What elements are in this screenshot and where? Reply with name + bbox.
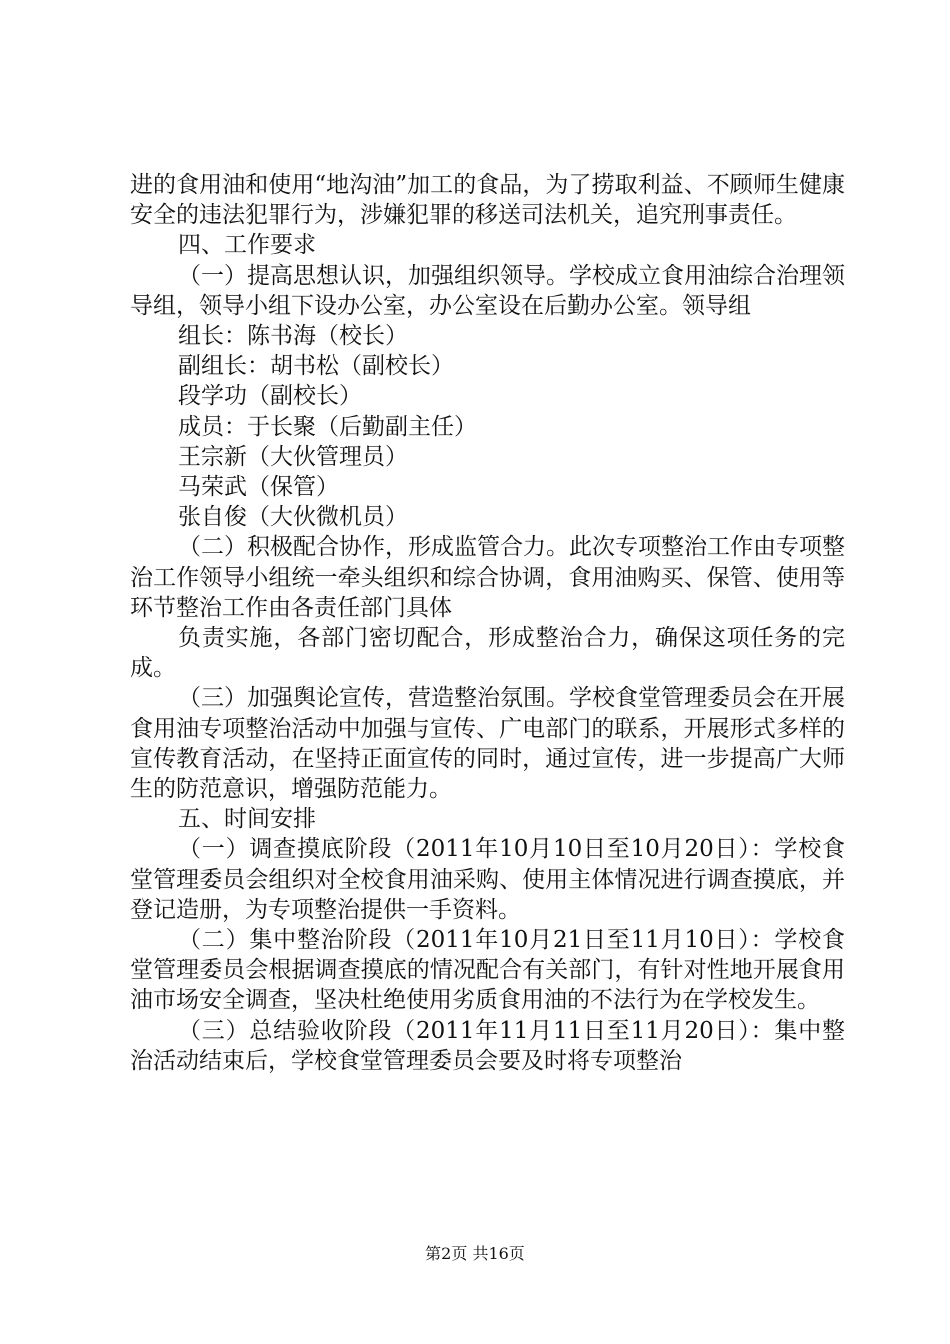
paragraph-leadership: （一）提高思想认识，加强组织领导。学校成立食用油综合治理领导组，领导小组下设办公室，办公室设在后勤办公室。领导组: [130, 262, 845, 319]
paragraph-cooperation-continued: 负责实施，各部门密切配合，形成整治合力，确保这项任务的完成。: [130, 625, 845, 682]
member-line: 副组长：胡书松（副校长）: [178, 353, 454, 380]
section-heading-work-requirements: 四、工作要求: [178, 232, 316, 259]
paragraph-stage-summary: （三）总结验收阶段（2011年11月11日至11月20日）：集中整治活动结束后，学校食堂管理委员会要及时将专项整治: [130, 1017, 845, 1074]
paragraph-continuation: 进的食用油和使用“地沟油”加工的食品，为了捞取利益、不顾师生健康安全的违法犯罪行为，涉嫌犯罪的移送司法机关，追究刑事责任。: [130, 172, 845, 229]
body-text: [130, 170, 845, 1076]
paragraph-cooperation: （二）积极配合协作，形成监管合力。此次专项整治工作由专项整治工作领导小组统一牵头组织和综合协调，食用油购买、保管、使用等环节整治工作由各责任部门具体: [130, 534, 845, 621]
member-line: 组长：陈书海（校长）: [178, 323, 408, 350]
member-line: 王宗新（大伙管理员）: [178, 443, 408, 470]
page-number-footer: 第2页 共16页: [425, 1244, 525, 1263]
paragraph-stage-rectification: （二）集中整治阶段（2011年10月21日至11月10日）：学校食堂管理委员会根据调查摸底的情况配合有关部门，有针对性地开展食用油市场安全调查，坚决杜绝使用劣质食用油的不法行为在学校发生。: [130, 927, 845, 1014]
section-heading-schedule: 五、时间安排: [178, 806, 316, 833]
paragraph-stage-investigation: （一）调查摸底阶段（2011年10月10日至10月20日）：学校食堂管理委员会组织对全校食用油采购、使用主体情况进行调查摸底，并登记造册，为专项整治提供一手资料。: [130, 836, 845, 923]
member-line: 马荣武（保管）: [178, 474, 339, 501]
paragraph-publicity: （三）加强舆论宣传，营造整治氛围。学校食堂管理委员会在开展食用油专项整治活动中加强与宣传、广电部门的联系，开展形式多样的宣传教育活动，在坚持正面宣传的同时，通过宣传，进一步提高广大师生的防范意识，增强防范能力。: [130, 685, 845, 803]
member-line: 段学功（副校长）: [178, 383, 362, 410]
member-line: 张自俊（大伙微机员）: [178, 504, 408, 531]
member-line: 成员：于长聚（后勤副主任）: [178, 413, 477, 440]
